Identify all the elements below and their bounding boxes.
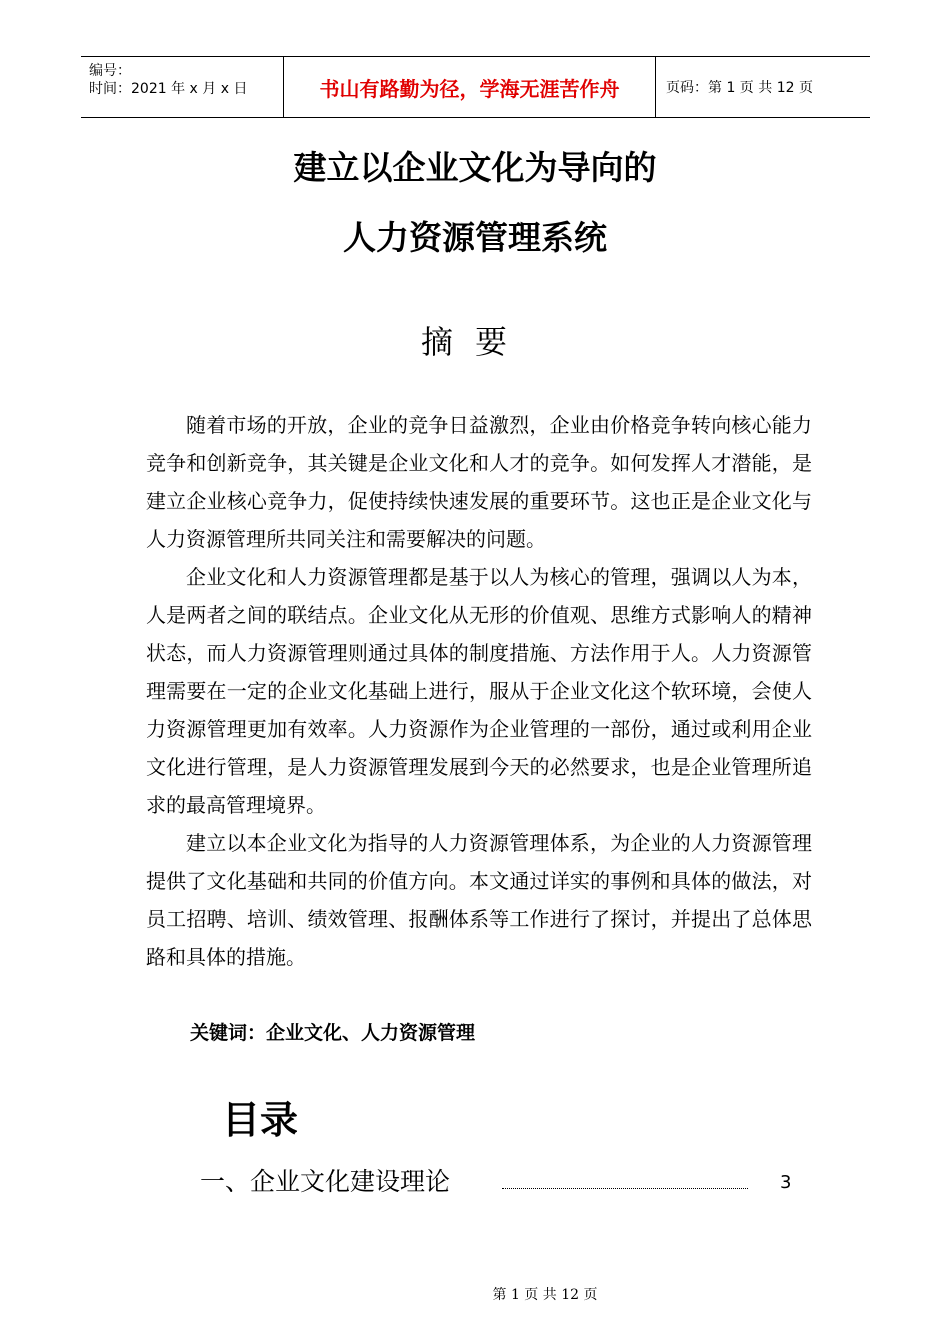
abstract-paragraph: 建立以本企业文化为指导的人力资源管理体系，为企业的人力资源管理提供了文化基础和共同的价值方向。本文通过详实的事例和具体的做法，对员工招聘、培训、绩效管理、报酬体系等工作进行了探讨，并提出了总体思路和具体的措施。 xyxy=(146,831,812,969)
abstract-heading: 摘要 xyxy=(420,323,529,361)
document-number-label: 编号： xyxy=(89,63,131,79)
document-header xyxy=(81,56,870,118)
toc-dot-leader xyxy=(502,1188,748,1189)
toc-entry-page: 3 xyxy=(780,1172,792,1193)
abstract-paragraph: 企业文化和人力资源管理都是基于以人为核心的管理，强调以人为本，人是两者之间的联结点。企业文化从无形的价值观、思维方式影响人的精神状态，而人力资源管理则通过具体的制度措施、方法作用于人。人力资源管理需要在一定的企业文化基础上进行，服从于企业文化这个软环境，会使人力资源管理更加有效率。人力资源作为企业管理的一部份，通过或利用企业文化进行管理，是人力资源管理发展到今天的必然要求，也是企业管理所追求的最高管理境界。 xyxy=(146,565,812,817)
document-title-line-2: 人力资源管理系统 xyxy=(343,218,607,257)
keywords: 关键词：企业文化、人力资源管理 xyxy=(190,1022,476,1044)
page-footer: 第 1 页 共 12 页 xyxy=(492,1287,598,1303)
header-page-info: 页码：第 1 页 共 12 页 xyxy=(666,80,813,96)
toc-title: 目录 xyxy=(222,1098,299,1142)
document-time-label: 时间：2021 年 x 月 x 日 xyxy=(89,81,248,97)
toc-entry[interactable] xyxy=(200,1162,800,1202)
document-title-line-1: 建立以企业文化为导向的 xyxy=(293,148,657,187)
header-motto: 书山有路勤为径，学海无涯苦作舟 xyxy=(283,57,656,117)
header-meta xyxy=(81,57,283,117)
toc-entry-label: 一、企业文化建设理论 xyxy=(200,1167,451,1196)
abstract-body xyxy=(146,406,812,976)
abstract-paragraph: 随着市场的开放，企业的竞争日益激烈，企业由价格竞争转向核心能力竞争和创新竞争，其关键是企业文化和人才的竞争。如何发挥人才潜能，是建立企业核心竞争力，促使持续快速发展的重要环节。这也正是企业文化与人力资源管理所共同关注和需要解决的问题。 xyxy=(146,413,812,551)
